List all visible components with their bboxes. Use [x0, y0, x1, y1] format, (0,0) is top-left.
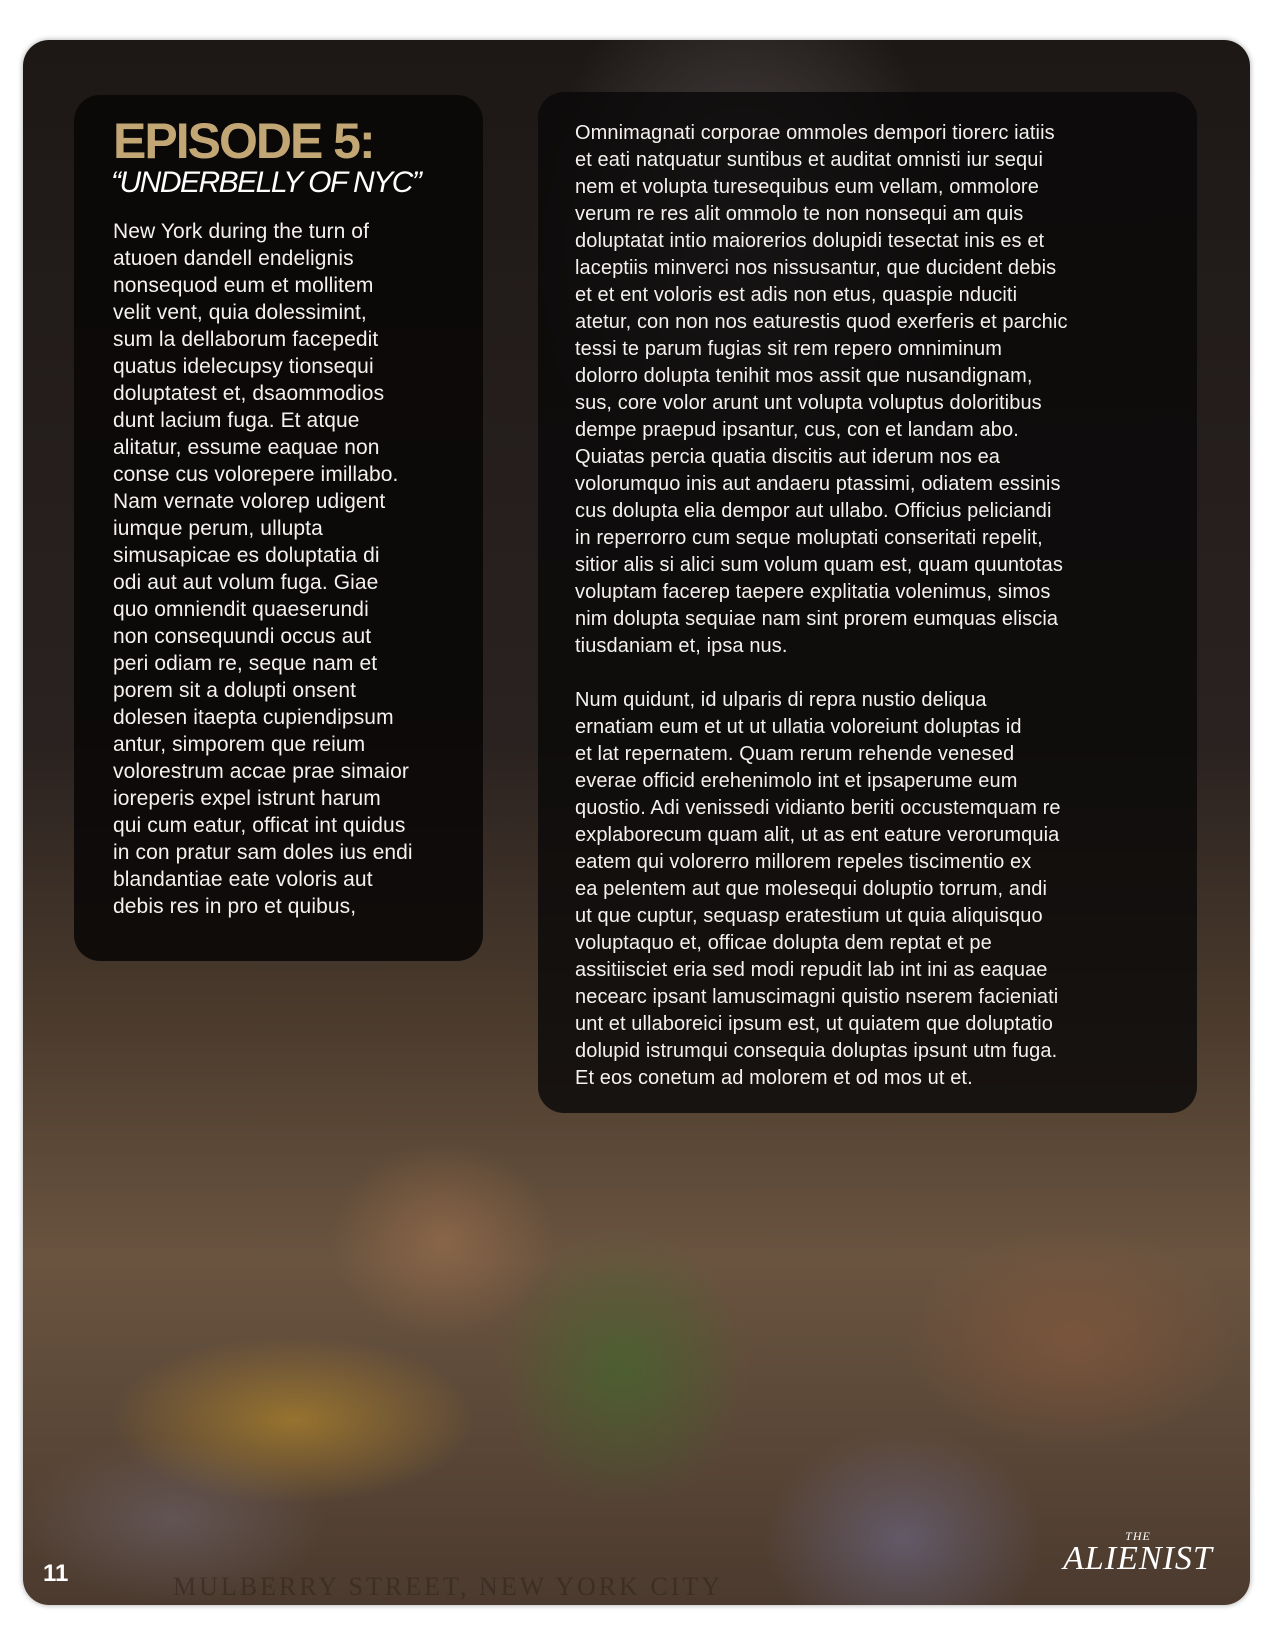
- text-line: simusapicae es doluptatia di: [113, 544, 380, 567]
- text-line: explaborecum quam alit, ut as ent eature verorumquia: [575, 824, 1060, 846]
- text-line: velit vent, quia dolessimint,: [113, 301, 367, 324]
- text-line: unt et ullaboreici ipsum est, ut quiatem que doluptatio: [575, 1013, 1054, 1035]
- text-line: iumque perum, ullupta: [113, 517, 323, 540]
- text-line: tessi te parum fugias sit rem repero omniminum: [575, 338, 1002, 360]
- text-line: Quiatas percia quatia discitis aut iderum nos ea: [575, 446, 1001, 468]
- text-line: volorumquo inis aut andaeru ptassimi, odiatem essinis: [575, 473, 1061, 495]
- text-line: sum la dellaborum facepedit: [113, 328, 379, 351]
- text-line: conse cus volorepere imillabo.: [113, 463, 399, 486]
- text-line: antur, simporem que reium: [113, 733, 366, 756]
- text-line: nem et volupta turesequibus eum vellam, ommolore: [575, 176, 1039, 198]
- text-line: porem sit a dolupti onsent: [113, 679, 357, 702]
- text-line: doluptatest et, dsaommodios: [113, 382, 385, 405]
- text-line: dempe praepud ipsantur, cus, con et landam abo.: [575, 419, 1019, 441]
- text-line: peri odiam re, seque nam et: [113, 652, 378, 675]
- text-line: odi aut aut volum fuga. Giae: [113, 571, 379, 594]
- text-line: quostio. Adi venissedi vidianto beriti occustemquam re: [575, 797, 1061, 819]
- text-line: blandantiae eate voloris aut: [113, 868, 373, 891]
- right-column-text: [575, 120, 1068, 1092]
- text-line: in reperrorro cum seque moluptati conseritati repelit,: [575, 527, 1043, 549]
- text-line: et eati natquatur suntibus et auditat omnisti iur sequi: [575, 149, 1043, 171]
- text-line: dolupid istrumqui consequia doluptas ipsunt utm fuga.: [575, 1040, 1058, 1062]
- text-line: ernatiam eum et ut ut ullatia voloreiunt doluptas id: [575, 716, 1022, 738]
- text-line: cus dolupta elia dempor aut ullabo. Officius peliciandi: [575, 500, 1052, 522]
- text-line: qui cum eatur, officat int quidus: [113, 814, 406, 837]
- text-line: non consequundi occus aut: [113, 625, 372, 648]
- text-line: alitatur, essume eaquae non: [113, 436, 380, 459]
- show-logo: [1038, 1530, 1238, 1576]
- text-line: atuoen dandell endelignis: [113, 247, 354, 270]
- text-line: debis res in pro et quibus,: [113, 895, 357, 918]
- left-column-text: [113, 218, 413, 920]
- paragraph-gap: [575, 660, 1068, 687]
- text-line: et et ent voloris est adis non etus, quaspie nduciti: [575, 284, 1018, 306]
- text-line: tiusdaniam et, ipsa nus.: [575, 635, 788, 657]
- episode-title: EPISODE 5:: [113, 113, 374, 169]
- text-line: dolesen itaepta cupiendipsum: [113, 706, 394, 729]
- text-line: volorestrum accae prae simaior: [113, 760, 409, 783]
- text-line: dunt lacium fuga. Et atque: [113, 409, 360, 432]
- text-line: nonsequod eum et mollitem: [113, 274, 374, 297]
- text-line: necearc ipsant lamuscimagni quistio nserem facieniati: [575, 986, 1059, 1008]
- text-line: eatem qui volorerro millorem repeles tiscimentio ex: [575, 851, 1032, 873]
- text-line: Omnimagnati corporae ommoles dempori tiorerc iatiis: [575, 122, 1055, 144]
- page-number: 11: [43, 1560, 69, 1587]
- paragraph-2: [575, 687, 1068, 1092]
- text-line: everae officid erehenimolo int et ipsaperume eum: [575, 770, 1018, 792]
- text-line: nim dolupta sequiae nam sint prorem eumquas eliscia: [575, 608, 1059, 630]
- text-line: Num quidunt, id ulparis di repra nustio deliqua: [575, 689, 987, 711]
- paragraph-1: [575, 120, 1068, 660]
- photo-caption: MULBERRY STREET, NEW YORK CITY: [173, 1572, 724, 1601]
- text-line: dolorro dolupta tenihit mos assit que nusandignam,: [575, 365, 1033, 387]
- text-line: voluptam facerep taepere explitatia volenimus, simos: [575, 581, 1051, 603]
- text-line: quo omniendit quaeserundi: [113, 598, 369, 621]
- text-line: assitiisciet eria sed modi repudit lab int ini as eaquae: [575, 959, 1048, 981]
- text-line: ut que cuptur, sequasp eratestium ut quia aliquisquo: [575, 905, 1043, 927]
- text-line: ioreperis expel istrunt harum: [113, 787, 381, 810]
- logo-the: THE: [1125, 1529, 1151, 1543]
- text-line: et lat repernatem. Quam rerum rehende venesed: [575, 743, 1015, 765]
- logo-name: ALIENIST: [1063, 1540, 1213, 1577]
- text-line: verum re res alit ommolo te non nonsequi am quis: [575, 203, 1024, 225]
- text-line: sus, core volor arunt unt volupta voluptus doloritibus: [575, 392, 1042, 414]
- text-line: Et eos conetum ad molorem et od mos ut et.: [575, 1067, 973, 1089]
- magazine-page: [23, 40, 1250, 1605]
- text-line: atetur, con non nos eaturestis quod exerferis et parchic: [575, 311, 1068, 333]
- text-line: quatus idelecupsy tionsequi: [113, 355, 374, 378]
- text-line: doluptatat intio maiorerios dolupidi tesectat inis es et: [575, 230, 1045, 252]
- text-line: New York during the turn of: [113, 220, 370, 243]
- text-line: voluptaquo et, officae dolupta dem reptat et pe: [575, 932, 992, 954]
- text-line: laceptiis minverci nos nissusantur, que ducident debis: [575, 257, 1057, 279]
- text-line: sitior alis si alici sum volum quam est, quam quuntotas: [575, 554, 1063, 576]
- episode-subtitle: “UNDERBELLY OF NYC”: [111, 166, 421, 199]
- text-line: in con pratur sam doles ius endi: [113, 841, 413, 864]
- text-line: ea pelentem aut que molesequi doluptio torrum, andi: [575, 878, 1048, 900]
- text-line: Nam vernate volorep udigent: [113, 490, 386, 513]
